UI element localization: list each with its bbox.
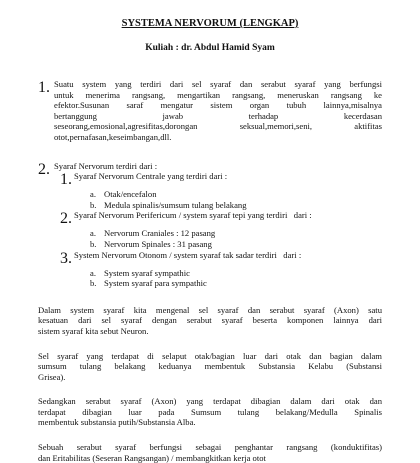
sublist-text: System Nervorum Otonom / system syaraf tak sadar terdiri dari : [74,249,302,260]
text-line: bertanggung jawab terhadap kecerdasan [54,110,382,121]
sublist-2 [60,210,382,249]
text-line: otot,pernafasan,keseimbangan,dll. [54,131,172,142]
document-title: SYSTEMA NERVORUM (LENGKAP) [121,18,299,29]
document-subtitle: Kuliah : dr. Abdul Hamid Syam [145,43,275,53]
text-line: terdapat dibagian luar pada Sumsum tulang belakang/Medulla Spinalis [38,406,382,417]
text-line: Sel syaraf yang terdapat di selaput otak/bagian luar dari otak dan bagian dalam [38,350,382,361]
sublist-text: Syaraf Nervorum Centrale yang terdiri dari : [74,171,228,182]
text-line: Suatu system yang terdiri dari sel syaraf dan serabut syaraf yang berfungsi [54,79,382,89]
sublist-number: 1. [60,171,72,189]
sublist-3 [60,250,382,289]
sublist-entry: Nervorum Craniales : 12 pasang [104,228,216,239]
text-line: sistem syaraf kita sebut Neuron. [38,325,149,336]
sublist-letter: a. [90,189,96,200]
sublist-letter: b. [90,238,97,249]
list-heading: Syaraf Nervorum terdiri dari : [54,160,158,171]
sublist-1 [60,171,382,210]
text-line: kesatuan dari sel syaraf dengan serabut syaraf beserta komponen lainnya dari [38,315,382,326]
paragraph-serabut-syaraf [38,442,382,463]
text-line: sumsum tulang belakang keduanya membentuk Substansia Kelabu (Substansi [38,361,382,372]
sublist-text: Syaraf Nervorum Perifericum / system syaraf tepi yang terdiri dari : [74,210,312,221]
sublist-entry: Medula spinalis/sumsum tulang belakang [104,199,247,210]
list-item-2 [38,161,382,289]
text-line: Sebuah serabut syaraf berfungsi sebagai penghantar rangsang (konduktifitas) [38,442,382,453]
sublist-letter: b. [90,278,97,289]
list-item-1 [38,79,382,143]
list-item-body [54,79,382,143]
sublist-number: 3. [60,249,72,267]
sublist-entry: Nervorum Spinales : 31 pasang [104,238,212,249]
paragraph-neuron [38,305,382,337]
sublist-letter: a. [90,267,96,278]
list-number: 2. [38,160,50,178]
paragraph-substansia-alba [38,396,382,428]
text-line: seseorang,emosional,agresifitas,dorongan seksual,memori,seni, aktifitas [54,121,382,132]
text-line: efektor.Susunan saraf mengatur sistem organ tubuh lainnya,misalnya [54,100,382,111]
sublist-entry: Otak/encefalon [104,189,157,200]
list-item-body [54,161,382,289]
text-line: dan Eritabilitas (Seseran Rangsangan) / membangkitkan kerja otot [38,452,266,463]
text-line: untuk menerima rangsang, mengartikan rangsang, meneruskan rangsang ke [54,89,382,100]
sublist-letter: b. [90,199,97,210]
list-number: 1. [38,79,50,96]
sublist-entry: System syaraf para sympathic [104,278,207,289]
sublist-letter: a. [90,228,96,239]
text-line: Sedangkan serabut syaraf (Axon) yang terdapat dibagian dalam dari otak dan [38,396,382,407]
text-line: Dalam system syaraf kita mengenal sel syaraf dan serabut syaraf (Axon) satu [38,304,382,315]
sublist-number: 2. [60,210,72,228]
paragraph-substansia-kelabu [38,351,382,383]
text-line: membentuk substansia putih/Substansia Alba. [38,417,196,428]
text-line: Grisea). [38,371,66,382]
sublist-entry: System syaraf sympathic [104,267,190,278]
